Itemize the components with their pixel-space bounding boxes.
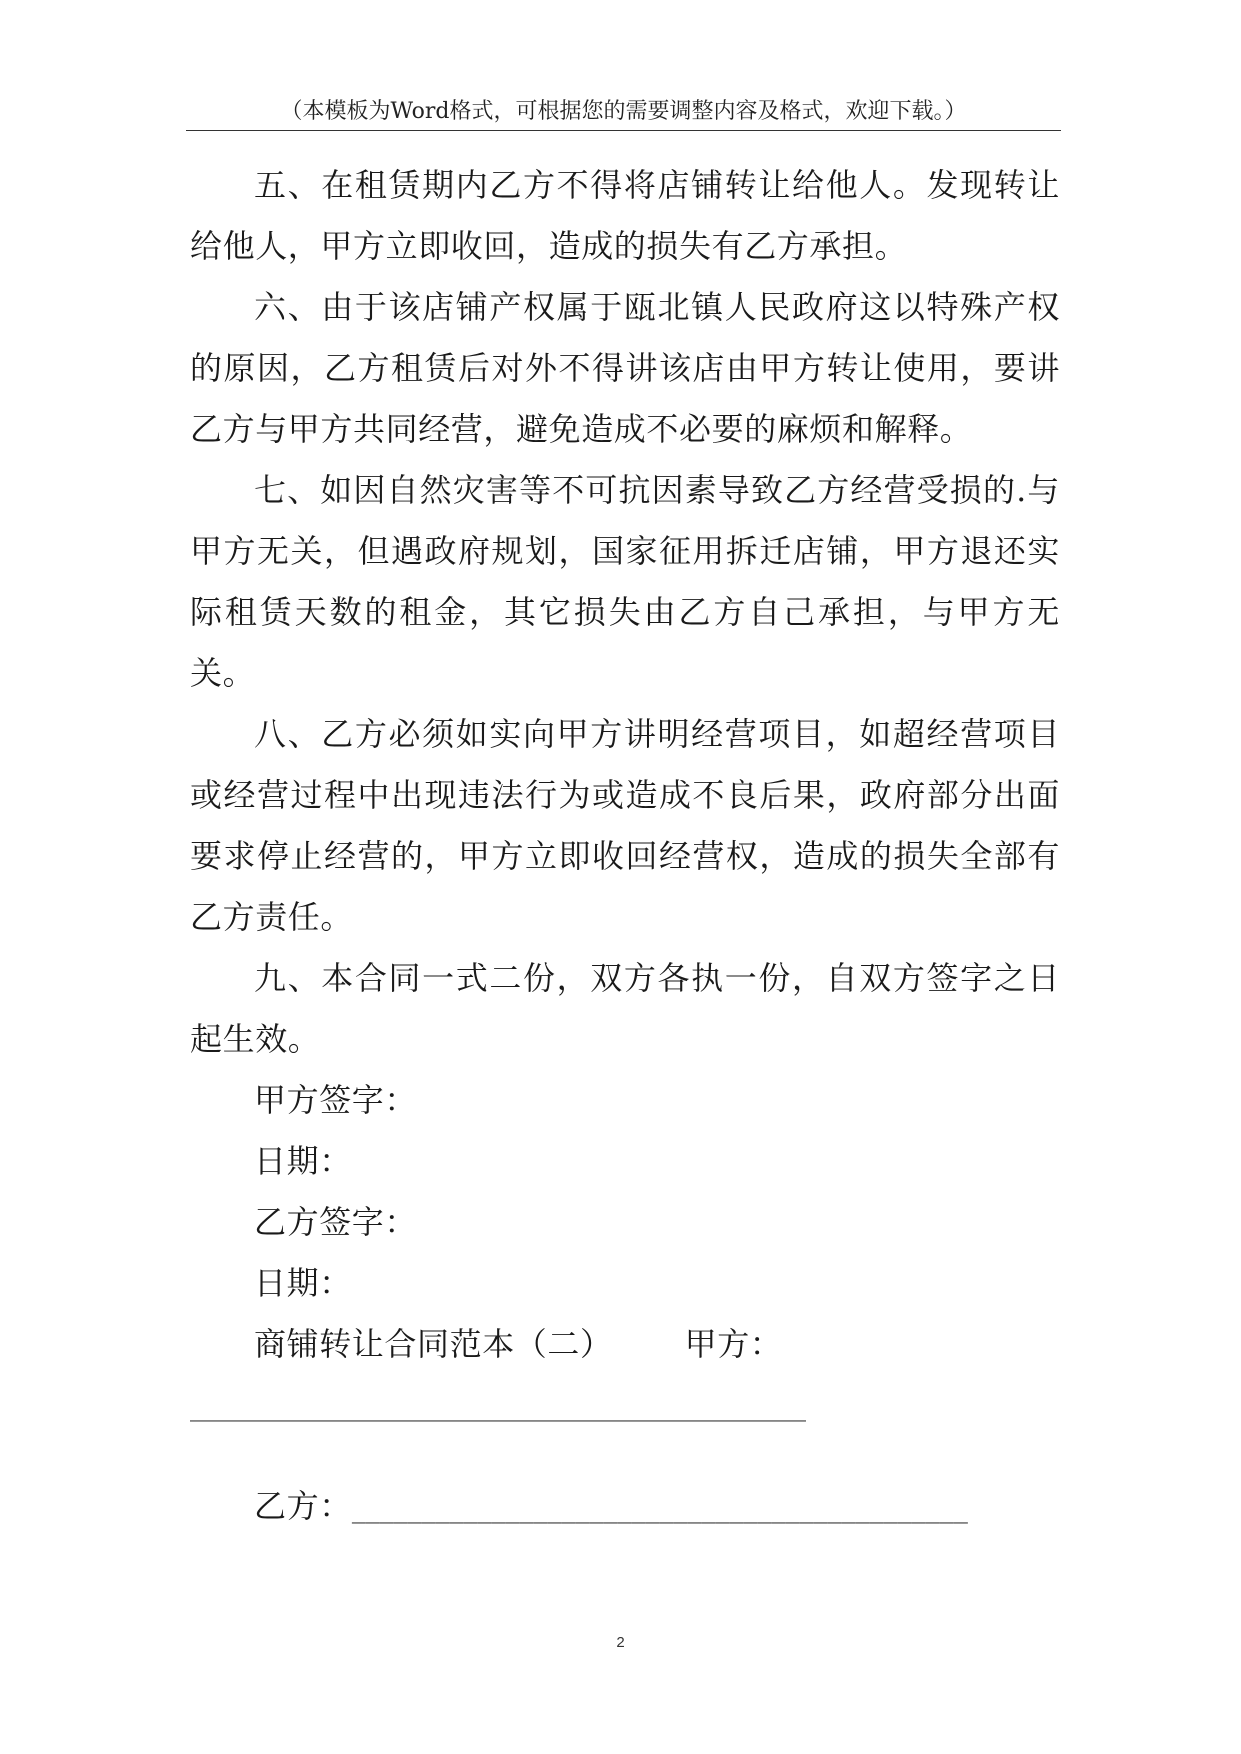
- party-a-signature-label: 甲方签字：: [254, 1081, 418, 1119]
- party-a-date-label: 日期：: [254, 1142, 352, 1180]
- clause-6: 六、由于该店铺产权属于瓯北镇人民政府这以特殊产权的原因，乙方租赁后对外不得讲该店由甲方转让使用，要讲乙方与甲方共同经营，避免造成不必要的麻烦和解释。: [190, 288, 1060, 448]
- template-note: （本模板为Word格式，可根据您的需要调整内容及格式，欢迎下载。）: [280, 99, 967, 124]
- party-a-blank: ____________________________________________: [190, 1389, 806, 1422]
- clause-5: 五、在租赁期内乙方不得将店铺转让给他人。发现转让给他人，甲方立即收回，造成的损失有乙方承担。: [190, 166, 1060, 265]
- template-title: 商铺转让合同范本（二）: [254, 1325, 613, 1363]
- header-divider: [186, 130, 1061, 131]
- party-b-blank: ____________________________________________: [351, 1491, 968, 1524]
- party-b-line: [190, 1476, 1060, 1538]
- clause-8: 八、乙方必须如实向甲方讲明经营项目，如超经营项目或经营过程中出现违法行为或造成不良后果，政府部分出面要求停止经营的，甲方立即收回经营权，造成的损失全部有乙方责任。: [190, 715, 1060, 936]
- clause-7: 七、如因自然灾害等不可抗因素导致乙方经营受损的.与甲方无关，但遇政府规划，国家征用拆迁店铺，甲方退还实际租赁天数的租金，其它损失由乙方自己承担，与甲方无关。: [190, 471, 1060, 692]
- page-number: 2: [616, 1634, 625, 1651]
- party-b-signature-label: 乙方签字：: [254, 1203, 418, 1241]
- party-b-label: 乙方：: [254, 1487, 352, 1525]
- template-title-line: [190, 1314, 1060, 1375]
- clause-9: 九、本合同一式二份，双方各执一份，自双方签字之日起生效。: [190, 959, 1060, 1058]
- party-a-label: 甲方：: [684, 1325, 783, 1363]
- document-body: [190, 155, 1060, 1538]
- party-b-date-label: 日期：: [254, 1264, 352, 1302]
